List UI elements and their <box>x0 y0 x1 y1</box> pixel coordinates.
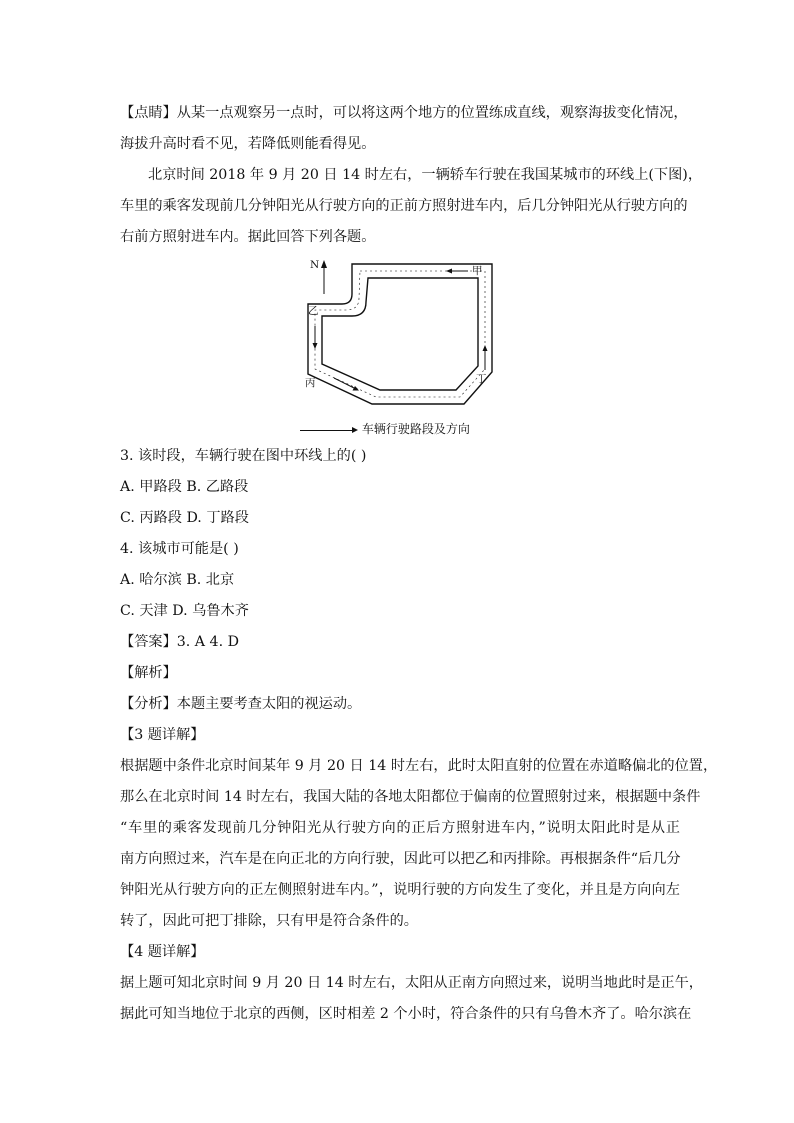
tip-line-2: 海拔升高时看不见，若降低则能看得见。 <box>120 136 376 152</box>
d3-line-1: 根据题中条件北京时间某年 9 月 20 日 14 时左右，此时太阳直射的位置在赤道略偏北的位置， <box>120 758 718 774</box>
jiexi-heading: 【解析】 <box>120 665 177 681</box>
q4-options-cd: C. 天津 D. 乌鲁木齐 <box>120 603 249 619</box>
fenxi-line: 【分析】本题主要考查太阳的视运动。 <box>120 696 362 712</box>
d3-heading: 【3 题详解】 <box>120 727 205 743</box>
d3-line-3: “车里的乘客发现前几分钟阳光从行驶方向的正后方照射进车内，”说明太阳此时是从正 <box>120 820 680 836</box>
label-jia: 甲 <box>472 265 483 277</box>
ring-road-lane <box>315 271 485 397</box>
q4-stem: 4. 该城市可能是( ) <box>120 541 239 557</box>
d3-line-5: 钟阳光从行驶方向的正左侧照射进车内。”，说明行驶的方向发生了变化，并且是方向向左 <box>120 882 680 898</box>
q4-options-ab: A. 哈尔滨 B. 北京 <box>120 572 235 588</box>
ring-road-figure <box>296 252 506 440</box>
d4-line-1: 据上题可知北京时间 9 月 20 日 14 时左右，太阳从正南方向照过来，说明当地此时是正午， <box>120 975 703 991</box>
d3-line-2: 那么在北京时间 14 时左右，我国大陆的各地太阳都位于偏南的位置照射过来，根据题中条件 <box>120 789 701 805</box>
q3-options-ab: A. 甲路段 B. 乙路段 <box>120 479 249 495</box>
d4-heading: 【4 题详解】 <box>120 944 205 960</box>
label-ding: 丁 <box>476 373 487 385</box>
jia-direction-arrow <box>446 269 468 274</box>
ring-road-inner <box>322 278 478 390</box>
yi-direction-arrow <box>313 326 318 349</box>
tip-line-1: 【点睛】从某一点观察另一点时，可以将这两个地方的位置练成直线，观察海拔变化情况， <box>120 105 688 121</box>
d3-line-6: 转了，因此可把丁排除，只有甲是符合条件的。 <box>120 913 418 929</box>
label-bing: 丙 <box>305 377 316 389</box>
d3-line-4: 南方向照过来，汽车是在向正北的方向行驶，因此可以把乙和丙排除。再根据条件“后几分 <box>120 851 681 867</box>
ding-direction-arrow <box>483 345 488 370</box>
legend-arrow-icon <box>300 425 358 435</box>
label-yi: 乙 <box>308 305 319 317</box>
stem-line-1: 北京时间 2018 年 9 月 20 日 14 时左右，一辆轿车行驶在我国某城市的环线上(下图)， <box>148 167 703 183</box>
q3-stem: 3. 该时段，车辆行驶在图中环线上的( ) <box>120 448 367 464</box>
ring-road-outer <box>308 264 492 404</box>
north-label: N <box>310 259 320 271</box>
q3-options-cd: C. 丙路段 D. 丁路段 <box>120 510 249 526</box>
stem-line-2: 车里的乘客发现前几分钟阳光从行驶方向的正前方照射进车内，后几分钟阳光从行驶方向的 <box>120 198 688 214</box>
figure-legend <box>300 420 500 438</box>
answer-line: 【答案】3. A 4. D <box>120 634 239 650</box>
legend-label: 车辆行驶路段及方向 <box>361 422 470 436</box>
d4-line-2: 据此可知当地位于北京的西侧，区时相差 2 个小时，符合条件的只有乌鲁木齐了。哈尔滨在 <box>120 1006 692 1022</box>
stem-line-3: 右前方照射进车内。据此回答下列各题。 <box>120 229 376 245</box>
